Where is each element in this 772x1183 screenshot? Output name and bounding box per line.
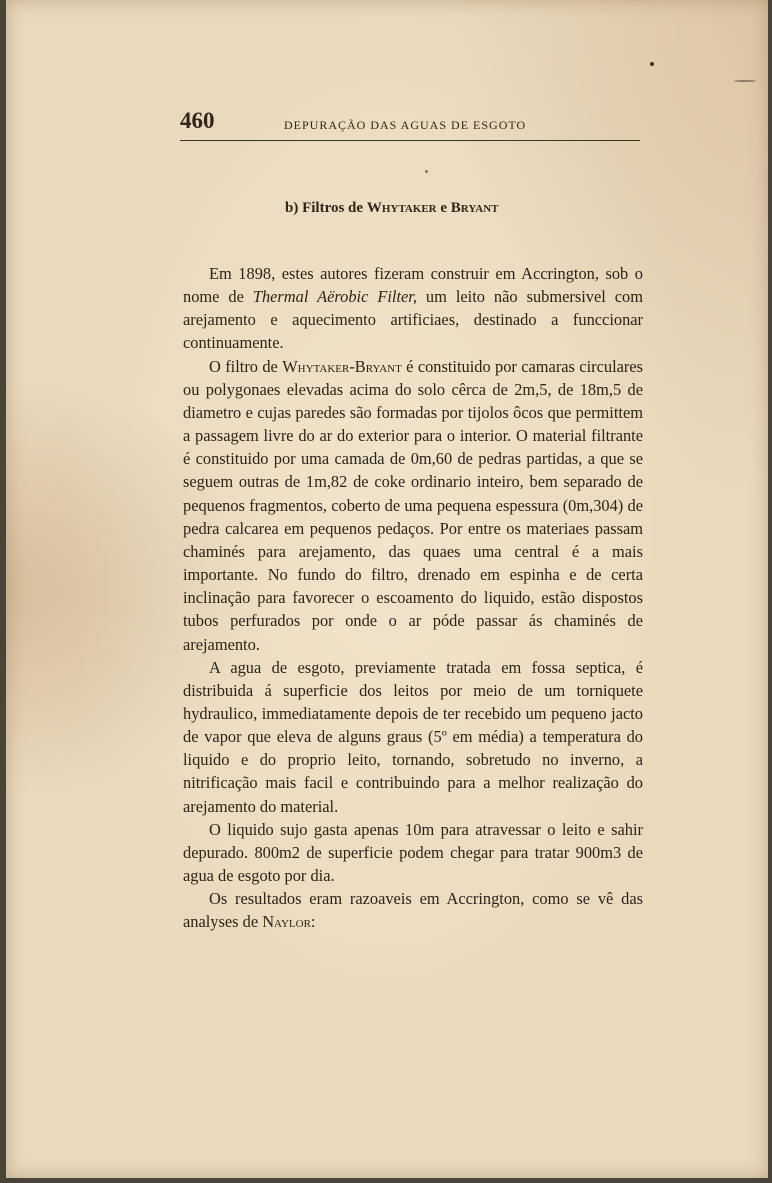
- naylor-name: Naylor: [262, 912, 311, 932]
- ink-speck: [734, 80, 756, 82]
- paragraph-2: [183, 355, 643, 656]
- paragraph-1-text-b: um leito não submersivel com arejamento e aquecimento artificiaes, destinado a funccionar continuamente.: [183, 287, 643, 353]
- author-names: Whytaker-Bryant: [282, 356, 402, 376]
- page-number: 460: [180, 108, 215, 133]
- page-header: [180, 106, 640, 141]
- paragraph-5: [183, 887, 643, 933]
- paragraph-1: [183, 262, 643, 355]
- ink-speck: [425, 170, 428, 173]
- section-title: [285, 200, 499, 217]
- body-text: [183, 262, 643, 934]
- paragraph-2-text-a: O filtro de: [209, 356, 283, 376]
- section-name-2: Bryant: [450, 200, 499, 216]
- paragraph-2-text-b: é constituido por camaras circulares ou polygonaes elevadas acima do solo cêrca de 2m,5, de 18m,5 de diametro e cujas paredes são formadas por tijolos ôcos que permittem a passagem livre do ar do exterior para o interior. O material filtrante é constituido por uma camada de 0m,60 de pedras partidas, a que se seguem outras de 1m,82 de coke ordinario inteiro, bem separado de pequenos fragmentos, coberto de uma pequena espessura (0m,304) de pedra calcarea em pequenos pedaços. Por entre os materiaes passam chaminés para arejamento, das quaes uma central é a mais importante. No fundo do filtro, drenado em espinha e de certa inclinação para favorecer o escoamento do liquido, estão dispostos tubos perfurados por onde o ar póde passar ás chaminés de arejamento.: [183, 356, 644, 654]
- section-conj: e: [440, 200, 448, 216]
- filter-name-italic: Thermal Aërobic Filter,: [252, 287, 417, 307]
- paragraph-1-text-a: Em 1898, estes autores fizeram construir em Accrington, sob o nome de: [183, 264, 643, 307]
- paragraph-5-text-b: :: [310, 912, 316, 932]
- paragraph-4: O liquido sujo gasta apenas 10m para atravessar o leito e sahir depurado. 800m2 de superficie podem chegar para tratar 900m3 de agua de esgoto por dia.: [183, 819, 643, 886]
- section-prefix: b): [285, 200, 299, 216]
- running-head: DEPURAÇÃO DAS AGUAS DE ESGOTO: [284, 118, 527, 132]
- section-title-pre: Filtros de: [302, 200, 364, 216]
- paragraph-5-text-a: Os resultados eram razoaveis em Accrington, como se vê das analyses de: [183, 889, 643, 932]
- ink-speck: [650, 62, 654, 66]
- paragraph-3: A agua de esgoto, previamente tratada em fossa septica, é distribuida á superficie dos leitos por meio de um torniquete hydraulico, immediatamente depois de ter recebido um pequeno jacto de vapor que eleva de alguns graus (5º em média) a temperatura do liquido e do proprio leito, tornando, sobretudo no inverno, a nitrificação mais facil e contribuindo para a melhor realização do arejamento do material.: [183, 657, 643, 816]
- book-page: [6, 0, 768, 1178]
- section-name-1: Whytaker: [366, 200, 437, 216]
